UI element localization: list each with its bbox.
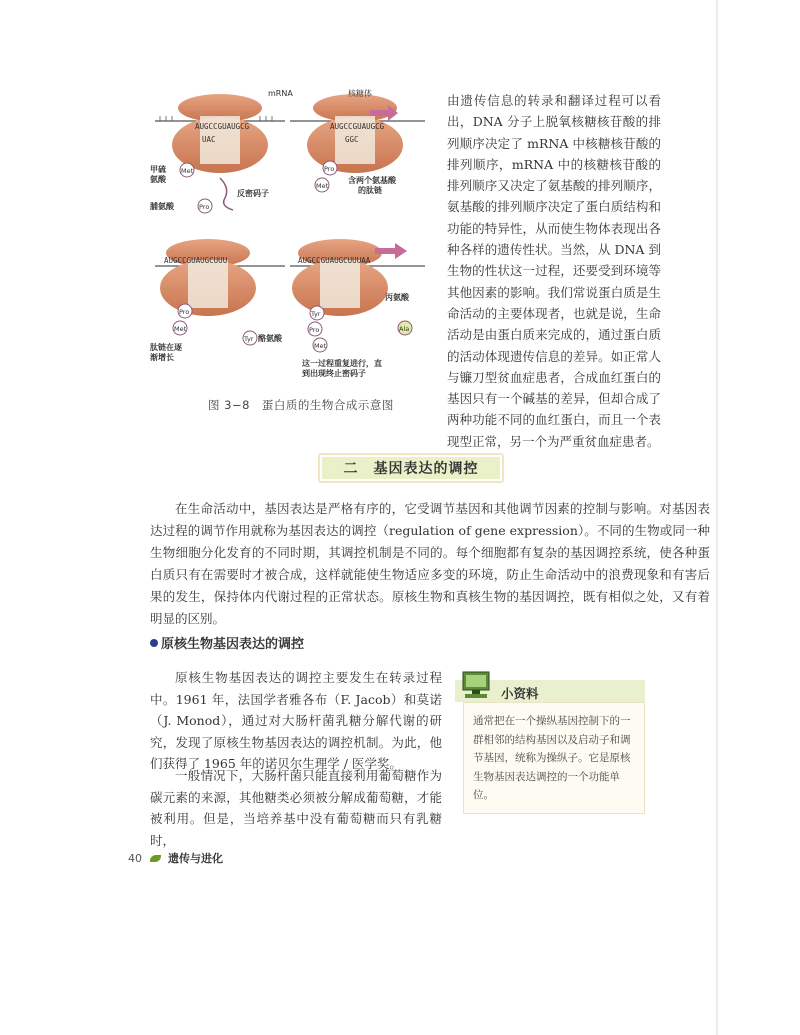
paragraph-3: 一般情况下，大肠杆菌只能直接利用葡萄糖作为碳元素的来源，其他糖类必须被分解成葡萄糖，才能被利用。但是，当培养基中没有葡萄糖而只有乳糖时， [150, 768, 442, 848]
svg-text:Ala: Ala [399, 325, 410, 333]
section-title: 二 基因表达的调控 [322, 457, 500, 479]
svg-text:肽链在逐渐增长: 肽链在逐渐增长 [150, 343, 182, 362]
bullet-icon [150, 639, 158, 647]
panel-1 [150, 89, 293, 213]
svg-text:丙氨酸: 丙氨酸 [385, 293, 409, 302]
svg-text:mRNA: mRNA [268, 89, 293, 98]
svg-text:反密码子: 反密码子 [237, 189, 269, 198]
svg-text:Pro: Pro [309, 326, 320, 334]
svg-text:这一过程重复进行，直到出现终止密码子: 这一过程重复进行，直到出现终止密码子 [302, 359, 382, 378]
leaf-icon [150, 855, 161, 862]
svg-text:Pro: Pro [199, 203, 210, 211]
sidebar-label: 小资料 [501, 686, 539, 701]
svg-text:含两个氨基酸的肽链: 含两个氨基酸的肽链 [348, 176, 396, 195]
book-title: 遗传与进化 [168, 852, 223, 865]
svg-text:Met: Met [314, 342, 327, 350]
panel-3 [150, 239, 285, 362]
svg-text:Met: Met [174, 325, 187, 333]
svg-text:Met: Met [181, 167, 194, 175]
computer-icon [457, 668, 495, 702]
svg-text:Tyr: Tyr [244, 335, 254, 343]
svg-text:AUGCCGUAUGCG: AUGCCGUAUGCG [330, 122, 385, 131]
panel-4 [290, 239, 425, 378]
svg-text:核糖体: 核糖体 [348, 89, 372, 98]
svg-text:UAC: UAC [202, 135, 216, 144]
page-number: 40 [128, 852, 142, 865]
svg-text:GGC: GGC [345, 135, 359, 144]
right-column-paragraph: 由遗传信息的转录和翻译过程可以看出，DNA 分子上脱氧核糖核苷酸的排列顺序决定了 mRNA 中核糖核苷酸的排列顺序，mRNA 中的核糖核苷酸的排列顺序又决定了氨基酸的排列顺序，氨基酸的排列顺序决定了蛋白质结构和功能的特异性，从而使生物体表现出各种各样的遗传性状。当然，从 DNA 到生物的性状这一过程，还要受到环境等其他因素的影响。我们常说蛋白质是生命活动的主要体现者，也就是说，生命活动是由蛋白质来完成的，通过蛋白质的活动体现遗传信息的差异。如正常人与镰刀型贫血症患者，合成血红蛋白的基因只有一个碱基的差异，但却合成了两种功能不同的血红蛋白，而且一个表现型正常，另一个为严重贫血症患者。 [447, 93, 661, 449]
info-sidebar [455, 668, 645, 813]
page-footer [128, 850, 223, 866]
sidebar-text: 通常把在一个操纵基因控制下的一群相邻的结构基因以及启动子和调节基因，统称为操纵子。它是原核生物基因表达调控的一个功能单位。 [473, 715, 631, 801]
subheading [150, 633, 304, 652]
panel-2 [290, 88, 425, 195]
svg-text:Pro: Pro [179, 308, 190, 316]
label-fmet: 甲硫氨酸 [150, 165, 166, 184]
paragraph-1: 在生命活动中，基因表达是严格有序的，它受调节基因和其他调节因素的控制与影响。对基因表达过程的调节作用就称为基因表达的调控（regulation of gene expression）。不同的生物或同一种生物细胞分化发育的不同时期，其调控机制是不同的。每个细胞都有复杂的基因调控系统，使各种蛋白质只有在需要时才被合成，这样就能使生物适应多变的环境，防止生命活动中的浪费现象和有害后果的发生，保持体内代谢过程的正常状态。原核生物和真核生物的基因调控，既有相似之处，又有着明显的区别。 [150, 501, 710, 626]
svg-text:Met: Met [316, 182, 329, 190]
svg-text:Pro: Pro [324, 165, 335, 173]
protein-synthesis-figure [150, 88, 435, 388]
svg-text:AUGCCGUAUGCUUU: AUGCCGUAUGCUUU [164, 256, 228, 265]
section-heading [318, 453, 504, 483]
mrna-seq-1: AUGCCGUAUGCG [195, 122, 250, 131]
figure-caption: 图 3−8 蛋白质的生物合成示意图 [208, 398, 394, 412]
paragraph-2: 原核生物基因表达的调控主要发生在转录过程中。1961 年，法国学者雅各布（F. Jacob）和莫诺（J. Monod），通过对大肠杆菌乳糖分解代谢的研究，发现了原核生物基因表达的调控机制。为此，他们获得了 1965 年的诺贝尔生理学 / 医学奖。 [150, 670, 442, 771]
svg-text:AUGCCGUAUGCUUUAA: AUGCCGUAUGCUUUAA [298, 256, 371, 265]
svg-text:酪氨酸: 酪氨酸 [258, 334, 282, 343]
svg-text:脯氨酸: 脯氨酸 [150, 202, 174, 211]
subheading-text: 原核生物基因表达的调控 [161, 637, 305, 652]
page-edge [716, 0, 718, 1035]
svg-text:Tyr: Tyr [311, 310, 321, 318]
